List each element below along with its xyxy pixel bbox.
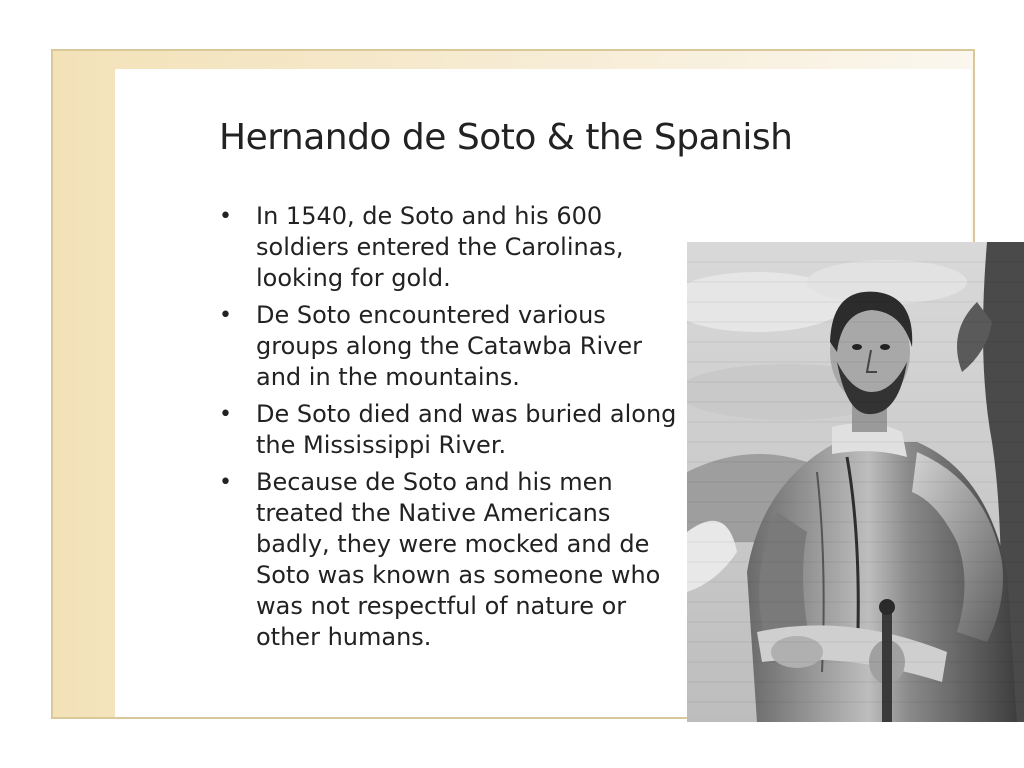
bullet-item [219, 300, 689, 393]
bullet-text: De Soto encountered various groups along the Catawba River and in the mountains. [256, 301, 642, 391]
bullet-text: De Soto died and was buried along the Mississippi River. [256, 400, 677, 459]
bullet-marker: • [219, 470, 232, 495]
bullet-text: In 1540, de Soto and his 600 soldiers entered the Carolinas, looking for gold. [256, 202, 624, 292]
portrait-image [687, 242, 1024, 722]
bullet-item [219, 399, 689, 461]
bullet-text: Because de Soto and his men treated the Native Americans badly, they were mocked and de Soto was known as someone who was not respectful of nature or other humans. [256, 468, 661, 651]
portrait-engraving-icon [687, 242, 1024, 722]
slide-title: Hernando de Soto & the Spanish [219, 117, 793, 158]
bullet-marker: • [219, 402, 232, 427]
content-panel [115, 69, 971, 717]
bullet-marker: • [219, 303, 232, 328]
bullet-list [219, 201, 689, 659]
bullet-marker: • [219, 204, 232, 229]
bullet-item [219, 201, 689, 294]
bullet-item [219, 467, 689, 653]
slide-frame [51, 49, 975, 719]
